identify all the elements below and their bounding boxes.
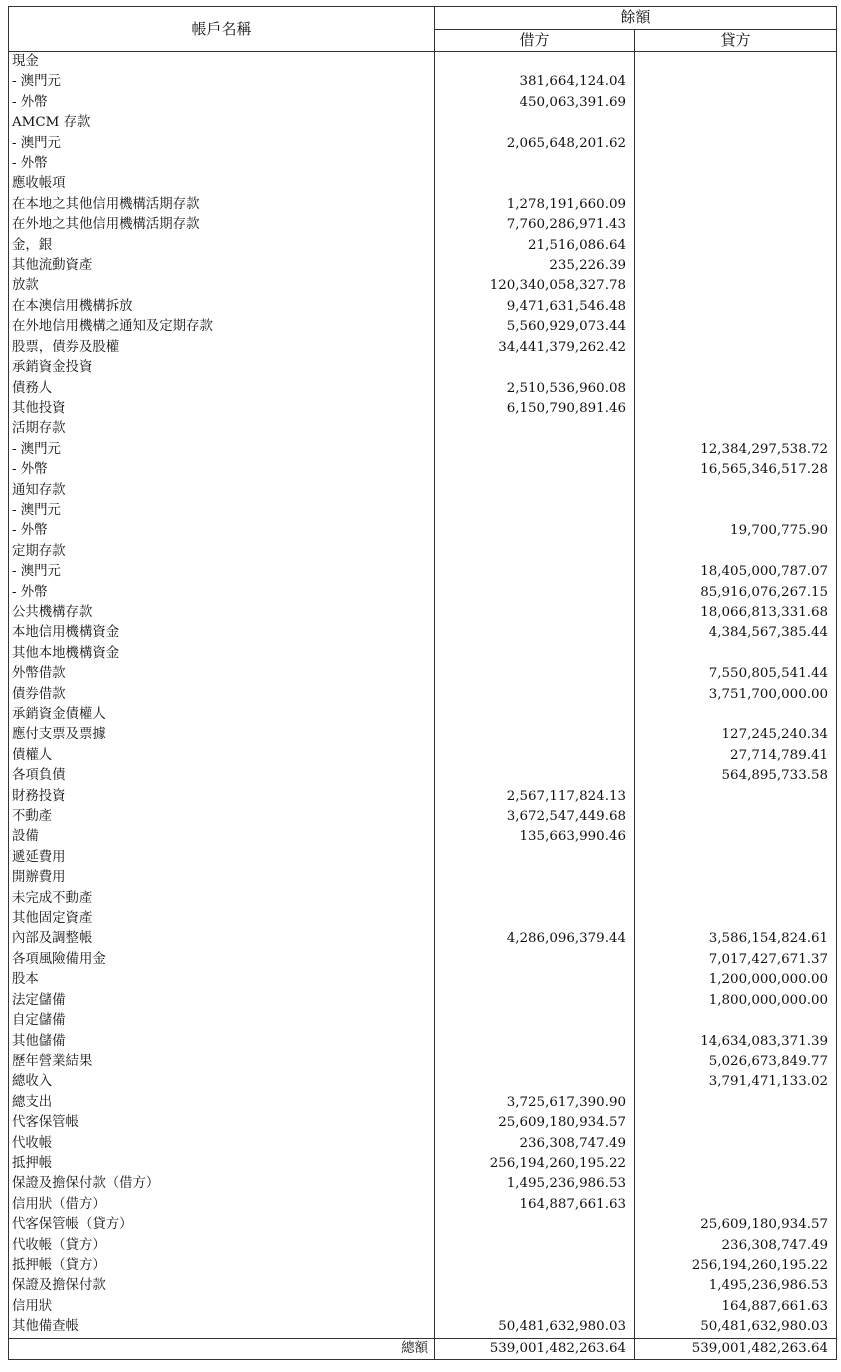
- credit-cell: 14,634,083,371.39: [635, 1032, 837, 1052]
- credit-cell: [635, 419, 837, 439]
- account-name-cell: 定期存款: [9, 542, 435, 562]
- table-row: [9, 1093, 837, 1113]
- account-name-cell: 其他固定資產: [9, 909, 435, 929]
- credit-cell: 3,791,471,133.02: [635, 1072, 837, 1092]
- table-row: [9, 419, 837, 439]
- debit-cell: [435, 440, 635, 460]
- account-name-cell: 代客保管帳: [9, 1113, 435, 1133]
- debit-cell: [435, 950, 635, 970]
- credit-cell: 3,751,700,000.00: [635, 685, 837, 705]
- debit-cell: [435, 685, 635, 705]
- credit-cell: 18,066,813,331.68: [635, 603, 837, 623]
- credit-cell: [635, 542, 837, 562]
- table-row: [9, 379, 837, 399]
- table-row: [9, 1154, 837, 1174]
- credit-cell: [635, 1134, 837, 1154]
- account-name-cell: 股本: [9, 970, 435, 990]
- account-name-cell: 財務投資: [9, 787, 435, 807]
- balance-header: 餘額: [435, 7, 837, 30]
- debit-cell: [435, 1052, 635, 1072]
- account-name-cell: 在本地之其他信用機構活期存款: [9, 195, 435, 215]
- credit-cell: [635, 93, 837, 113]
- table-row: [9, 358, 837, 378]
- table-row: [9, 1317, 837, 1338]
- credit-cell: 1,495,236,986.53: [635, 1276, 837, 1296]
- account-name-cell: - 澳門元: [9, 440, 435, 460]
- credit-cell: [635, 379, 837, 399]
- table-row: [9, 1215, 837, 1235]
- table-row: [9, 1236, 837, 1256]
- table-row: [9, 1256, 837, 1276]
- credit-cell: 236,308,747.49: [635, 1236, 837, 1256]
- table-body: [9, 52, 837, 1339]
- debit-cell: [435, 52, 635, 73]
- account-name-cell: 自定儲備: [9, 1011, 435, 1031]
- account-name-cell: 代客保管帳（貸方）: [9, 1215, 435, 1235]
- credit-cell: [635, 501, 837, 521]
- account-name-cell: 放款: [9, 276, 435, 296]
- credit-cell: [635, 868, 837, 888]
- account-name-cell: 各項負債: [9, 766, 435, 786]
- table-row: [9, 929, 837, 949]
- debit-cell: [435, 664, 635, 684]
- debit-cell: 3,672,547,449.68: [435, 807, 635, 827]
- table-row: [9, 1276, 837, 1296]
- table-row: [9, 154, 837, 174]
- table-row: [9, 72, 837, 92]
- account-name-cell: 活期存款: [9, 419, 435, 439]
- debit-cell: [435, 521, 635, 541]
- credit-cell: 12,384,297,538.72: [635, 440, 837, 460]
- account-name-cell: 應付支票及票據: [9, 725, 435, 745]
- debit-cell: [435, 868, 635, 888]
- account-name-cell: 在本澳信用機構拆放: [9, 297, 435, 317]
- credit-cell: [635, 52, 837, 73]
- debit-cell: 256,194,260,195.22: [435, 1154, 635, 1174]
- table-row: [9, 1297, 837, 1317]
- debit-cell: [435, 725, 635, 745]
- account-name-header: 帳戶名稱: [9, 7, 435, 52]
- account-name-cell: - 澳門元: [9, 562, 435, 582]
- debit-cell: [435, 174, 635, 194]
- account-name-cell: - 澳門元: [9, 72, 435, 92]
- credit-cell: [635, 807, 837, 827]
- account-name-cell: 總支出: [9, 1093, 435, 1113]
- debit-cell: [435, 991, 635, 1011]
- debit-cell: [435, 583, 635, 603]
- table-row: [9, 991, 837, 1011]
- table-row: [9, 868, 837, 888]
- account-name-cell: 開辦費用: [9, 868, 435, 888]
- table-row: [9, 215, 837, 235]
- debit-cell: 3,725,617,390.90: [435, 1093, 635, 1113]
- total-row: [9, 1338, 837, 1359]
- credit-cell: 7,017,427,671.37: [635, 950, 837, 970]
- credit-cell: [635, 644, 837, 664]
- table-row: [9, 542, 837, 562]
- table-row: [9, 501, 837, 521]
- table-row: [9, 460, 837, 480]
- credit-cell: 564,895,733.58: [635, 766, 837, 786]
- debit-cell: 5,560,929,073.44: [435, 317, 635, 337]
- debit-cell: 50,481,632,980.03: [435, 1317, 635, 1338]
- account-name-cell: 其他流動資產: [9, 256, 435, 276]
- account-name-cell: - 外幣: [9, 583, 435, 603]
- account-name-cell: 其他儲備: [9, 1032, 435, 1052]
- table-row: [9, 827, 837, 847]
- credit-cell: [635, 399, 837, 419]
- account-name-cell: 代收帳: [9, 1134, 435, 1154]
- account-name-cell: 其他投資: [9, 399, 435, 419]
- account-name-cell: 法定儲備: [9, 991, 435, 1011]
- debit-cell: [435, 1236, 635, 1256]
- table-row: [9, 623, 837, 643]
- account-name-cell: 抵押帳（貸方）: [9, 1256, 435, 1276]
- credit-cell: 27,714,789.41: [635, 746, 837, 766]
- credit-cell: [635, 195, 837, 215]
- credit-cell: [635, 889, 837, 909]
- table-row: [9, 705, 837, 725]
- debit-cell: [435, 1276, 635, 1296]
- table-row: [9, 481, 837, 501]
- debit-cell: [435, 1032, 635, 1052]
- table-row: [9, 766, 837, 786]
- debit-cell: [435, 603, 635, 623]
- debit-cell: [435, 460, 635, 480]
- debit-cell: [435, 970, 635, 990]
- table-row: [9, 644, 837, 664]
- debit-header: 借方: [435, 29, 635, 52]
- table-row: [9, 1072, 837, 1092]
- credit-cell: [635, 1174, 837, 1194]
- account-name-cell: 在外地之其他信用機構活期存款: [9, 215, 435, 235]
- credit-cell: [635, 1093, 837, 1113]
- table-row: [9, 276, 837, 296]
- table-row: [9, 317, 837, 337]
- account-name-cell: 遞延費用: [9, 848, 435, 868]
- account-name-cell: AMCM 存款: [9, 113, 435, 133]
- table-header: [9, 7, 837, 52]
- account-name-cell: 公共機構存款: [9, 603, 435, 623]
- table-row: [9, 134, 837, 154]
- credit-cell: [635, 481, 837, 501]
- credit-cell: [635, 215, 837, 235]
- table-row: [9, 256, 837, 276]
- credit-cell: 4,384,567,385.44: [635, 623, 837, 643]
- credit-cell: [635, 1113, 837, 1133]
- credit-cell: [635, 358, 837, 378]
- debit-cell: 236,308,747.49: [435, 1134, 635, 1154]
- table-row: [9, 603, 837, 623]
- debit-cell: [435, 419, 635, 439]
- debit-cell: [435, 358, 635, 378]
- debit-cell: 7,760,286,971.43: [435, 215, 635, 235]
- credit-cell: [635, 317, 837, 337]
- credit-cell: [635, 134, 837, 154]
- table-row: [9, 1032, 837, 1052]
- table-row: [9, 950, 837, 970]
- account-name-cell: 金，銀: [9, 236, 435, 256]
- debit-cell: [435, 1011, 635, 1031]
- credit-cell: [635, 276, 837, 296]
- account-name-cell: 應收帳項: [9, 174, 435, 194]
- table-row: [9, 93, 837, 113]
- table-row: [9, 889, 837, 909]
- account-name-cell: - 外幣: [9, 521, 435, 541]
- table-row: [9, 1052, 837, 1072]
- credit-cell: [635, 338, 837, 358]
- credit-cell: [635, 1195, 837, 1215]
- table-row: [9, 807, 837, 827]
- debit-cell: 135,663,990.46: [435, 827, 635, 847]
- credit-header: 貸方: [635, 29, 837, 52]
- account-name-cell: 信用狀: [9, 1297, 435, 1317]
- trial-balance-sheet: [8, 6, 836, 1360]
- credit-cell: [635, 909, 837, 929]
- account-name-cell: 不動產: [9, 807, 435, 827]
- table-row: [9, 746, 837, 766]
- account-name-cell: - 外幣: [9, 93, 435, 113]
- credit-cell: 256,194,260,195.22: [635, 1256, 837, 1276]
- table-row: [9, 909, 837, 929]
- debit-cell: 2,510,536,960.08: [435, 379, 635, 399]
- debit-cell: [435, 766, 635, 786]
- table-row: [9, 1134, 837, 1154]
- table-row: [9, 725, 837, 745]
- debit-cell: [435, 746, 635, 766]
- credit-cell: 7,550,805,541.44: [635, 664, 837, 684]
- debit-cell: 4,286,096,379.44: [435, 929, 635, 949]
- table-row: [9, 664, 837, 684]
- account-name-cell: 總收入: [9, 1072, 435, 1092]
- credit-cell: [635, 236, 837, 256]
- credit-cell: [635, 705, 837, 725]
- table-row: [9, 1174, 837, 1194]
- debit-cell: [435, 562, 635, 582]
- credit-cell: 127,245,240.34: [635, 725, 837, 745]
- debit-cell: [435, 909, 635, 929]
- debit-cell: 1,278,191,660.09: [435, 195, 635, 215]
- credit-cell: [635, 113, 837, 133]
- account-name-cell: 債權人: [9, 746, 435, 766]
- account-name-cell: 其他本地機構資金: [9, 644, 435, 664]
- debit-cell: [435, 542, 635, 562]
- account-name-cell: 代收帳（貸方）: [9, 1236, 435, 1256]
- table-row: [9, 1011, 837, 1031]
- debit-cell: 120,340,058,327.78: [435, 276, 635, 296]
- credit-cell: [635, 848, 837, 868]
- debit-cell: 381,664,124.04: [435, 72, 635, 92]
- debit-cell: [435, 1297, 635, 1317]
- account-name-cell: 債務人: [9, 379, 435, 399]
- debit-cell: [435, 501, 635, 521]
- debit-cell: [435, 1072, 635, 1092]
- credit-cell: [635, 1011, 837, 1031]
- credit-cell: [635, 1154, 837, 1174]
- debit-cell: [435, 1215, 635, 1235]
- account-name-cell: 通知存款: [9, 481, 435, 501]
- table-row: [9, 562, 837, 582]
- account-name-cell: 在外地信用機構之通知及定期存款: [9, 317, 435, 337]
- account-name-cell: 內部及調整帳: [9, 929, 435, 949]
- account-name-cell: 抵押帳: [9, 1154, 435, 1174]
- debit-cell: 235,226.39: [435, 256, 635, 276]
- table-row: [9, 113, 837, 133]
- credit-cell: [635, 154, 837, 174]
- account-name-cell: 保證及擔保付款: [9, 1276, 435, 1296]
- debit-cell: 25,609,180,934.57: [435, 1113, 635, 1133]
- table-row: [9, 970, 837, 990]
- account-name-cell: 設備: [9, 827, 435, 847]
- debit-cell: 164,887,661.63: [435, 1195, 635, 1215]
- account-name-cell: 信用狀（借方）: [9, 1195, 435, 1215]
- credit-cell: [635, 787, 837, 807]
- table-row: [9, 236, 837, 256]
- total-debit: 539,001,482,263.64: [435, 1338, 635, 1359]
- debit-cell: 6,150,790,891.46: [435, 399, 635, 419]
- debit-cell: [435, 1256, 635, 1276]
- account-name-cell: 外幣借款: [9, 664, 435, 684]
- account-name-cell: - 澳門元: [9, 501, 435, 521]
- debit-cell: [435, 113, 635, 133]
- table-row: [9, 848, 837, 868]
- debit-cell: [435, 154, 635, 174]
- table-row: [9, 399, 837, 419]
- account-name-cell: 承銷資金債權人: [9, 705, 435, 725]
- table-row: [9, 440, 837, 460]
- account-name-cell: 債券借款: [9, 685, 435, 705]
- table-row: [9, 52, 837, 73]
- total-label: 總額: [9, 1338, 435, 1359]
- table-row: [9, 1195, 837, 1215]
- account-name-cell: - 外幣: [9, 460, 435, 480]
- table-row: [9, 297, 837, 317]
- table-row: [9, 521, 837, 541]
- credit-cell: 18,405,000,787.07: [635, 562, 837, 582]
- account-name-cell: 股票，債券及股權: [9, 338, 435, 358]
- debit-cell: [435, 705, 635, 725]
- debit-cell: 21,516,086.64: [435, 236, 635, 256]
- account-name-cell: 現金: [9, 52, 435, 73]
- debit-cell: [435, 889, 635, 909]
- debit-cell: 34,441,379,262.42: [435, 338, 635, 358]
- account-name-cell: 本地信用機構資金: [9, 623, 435, 643]
- account-name-cell: 其他備查帳: [9, 1317, 435, 1338]
- credit-cell: 3,586,154,824.61: [635, 929, 837, 949]
- table-row: [9, 338, 837, 358]
- credit-cell: 16,565,346,517.28: [635, 460, 837, 480]
- credit-cell: 25,609,180,934.57: [635, 1215, 837, 1235]
- debit-cell: 1,495,236,986.53: [435, 1174, 635, 1194]
- credit-cell: 19,700,775.90: [635, 521, 837, 541]
- table-row: [9, 787, 837, 807]
- account-name-cell: 各項風險備用金: [9, 950, 435, 970]
- table-row: [9, 1113, 837, 1133]
- credit-cell: 5,026,673,849.77: [635, 1052, 837, 1072]
- table-row: [9, 685, 837, 705]
- credit-cell: 1,200,000,000.00: [635, 970, 837, 990]
- credit-cell: 164,887,661.63: [635, 1297, 837, 1317]
- credit-cell: [635, 827, 837, 847]
- debit-cell: 2,567,117,824.13: [435, 787, 635, 807]
- account-name-cell: 承銷資金投資: [9, 358, 435, 378]
- account-name-cell: 保證及擔保付款（借方）: [9, 1174, 435, 1194]
- debit-cell: [435, 644, 635, 664]
- debit-cell: [435, 481, 635, 501]
- account-name-cell: 歷年營業結果: [9, 1052, 435, 1072]
- credit-cell: 50,481,632,980.03: [635, 1317, 837, 1338]
- credit-cell: [635, 256, 837, 276]
- table-row: [9, 583, 837, 603]
- credit-cell: 85,916,076,267.15: [635, 583, 837, 603]
- debit-cell: 2,065,648,201.62: [435, 134, 635, 154]
- credit-cell: 1,800,000,000.00: [635, 991, 837, 1011]
- debit-cell: [435, 848, 635, 868]
- account-name-cell: - 澳門元: [9, 134, 435, 154]
- total-credit: 539,001,482,263.64: [635, 1338, 837, 1359]
- debit-cell: 450,063,391.69: [435, 93, 635, 113]
- account-name-cell: - 外幣: [9, 154, 435, 174]
- credit-cell: [635, 297, 837, 317]
- account-name-cell: 未完成不動產: [9, 889, 435, 909]
- table-row: [9, 195, 837, 215]
- balance-table: [8, 6, 837, 1360]
- debit-cell: 9,471,631,546.48: [435, 297, 635, 317]
- debit-cell: [435, 623, 635, 643]
- credit-cell: [635, 72, 837, 92]
- table-row: [9, 174, 837, 194]
- credit-cell: [635, 174, 837, 194]
